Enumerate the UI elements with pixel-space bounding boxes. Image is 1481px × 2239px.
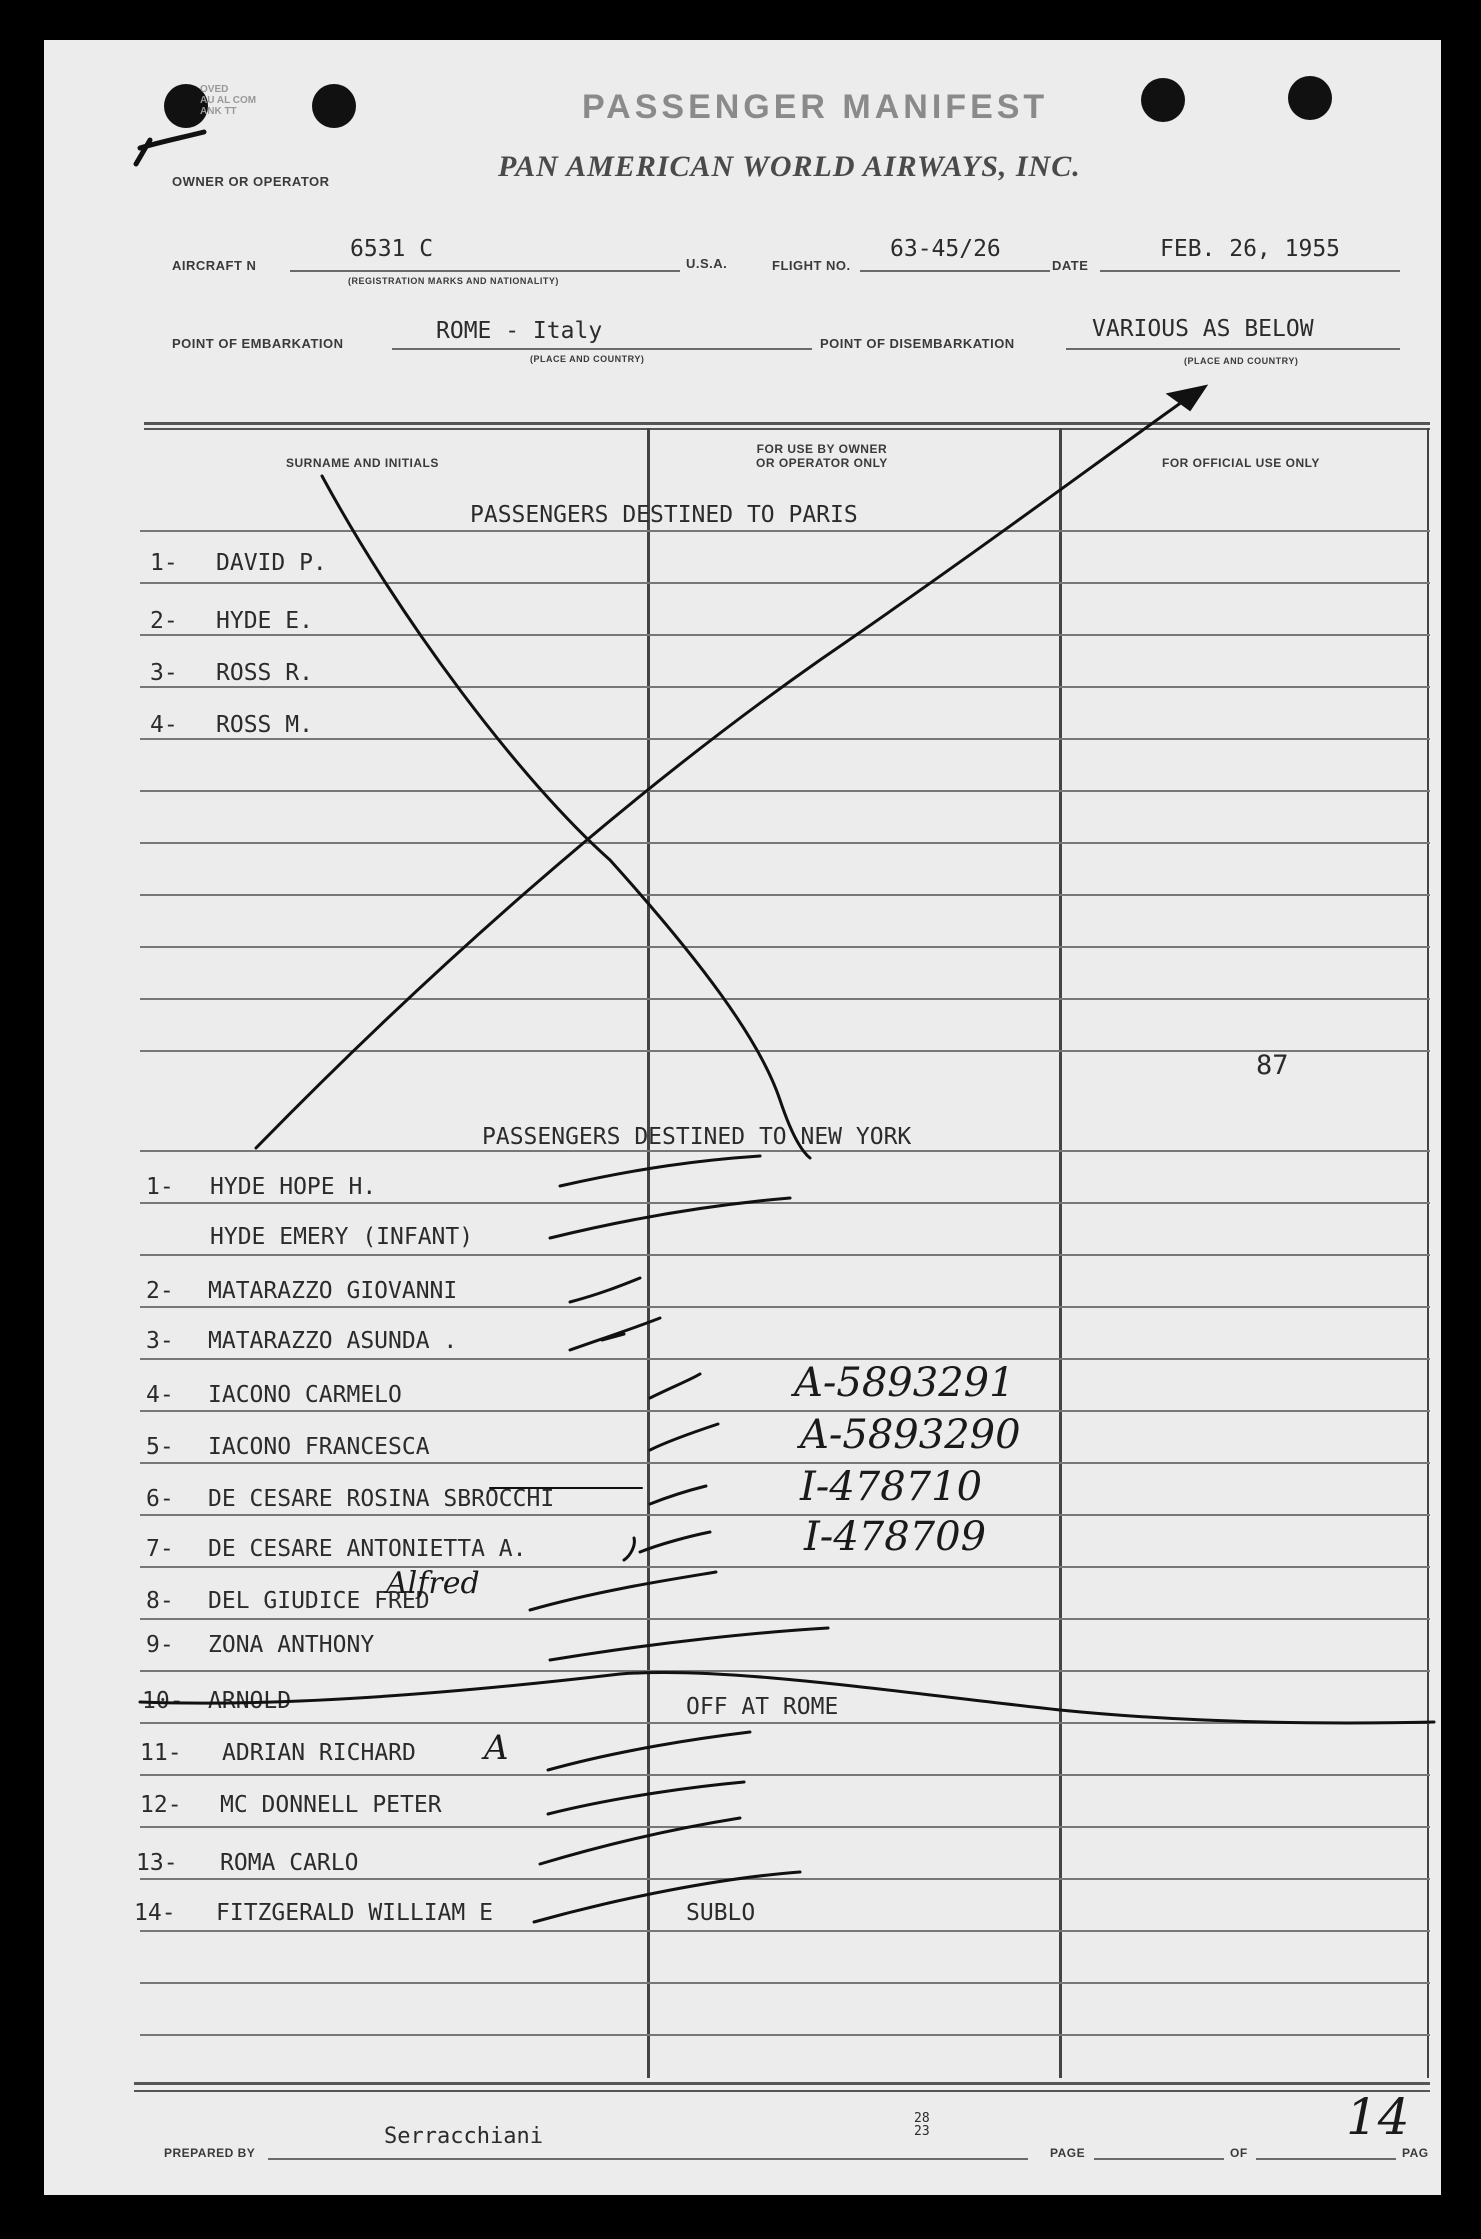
ny-row-num: 5- (146, 1434, 174, 1460)
column-official: FOR OFFICIAL USE ONLY (1162, 456, 1320, 470)
disembarkation-value: VARIOUS AS BELOW (1092, 316, 1314, 342)
ny-row-num: 9- (146, 1632, 174, 1658)
ny-row-name: IACONO FRANCESCA (208, 1434, 430, 1460)
prepared-label: PREPARED BY (164, 2146, 256, 2160)
ny-row-official: I-478710 (800, 1464, 983, 1510)
ny-row-name: HYDE HOPE H. (210, 1174, 377, 1200)
column-owner-use-line: FOR USE BY OWNER (756, 442, 888, 456)
ny-row-name: MATARAZZO ASUNDA . (208, 1328, 458, 1354)
column-owner-use-line: OR OPERATOR ONLY (756, 456, 888, 470)
ny-row-name: MC DONNELL PETER (220, 1792, 442, 1818)
column-surname: SURNAME AND INITIALS (286, 456, 439, 470)
ny-row-num: 7- (146, 1536, 174, 1562)
prepared-value: Serracchiani (384, 2124, 543, 2149)
stamp-line: AU AL COM (200, 95, 257, 106)
ny-row-num: 6- (146, 1486, 174, 1512)
handwritten-a: A (484, 1728, 509, 1768)
usa-label: U.S.A. (686, 256, 728, 271)
ny-row-name: IACONO CARMELO (208, 1382, 402, 1408)
handwritten-alfred: Alfred (386, 1566, 480, 1601)
handwritten-page-number: 14 (1346, 2088, 1410, 2146)
official-number: 87 (1256, 1050, 1289, 1081)
ny-row-name: HYDE EMERY (INFANT) (210, 1224, 474, 1250)
ny-row-name: DE CESARE ROSINA SBROCCHI (208, 1486, 555, 1512)
ny-row-num: 4- (146, 1382, 174, 1408)
paris-row-name: ROSS M. (216, 712, 313, 738)
paris-row-name: HYDE E. (216, 608, 313, 634)
date-value: FEB. 26, 1955 (1160, 236, 1341, 262)
aircraft-value: 6531 C (350, 236, 434, 262)
cross-out-line (322, 476, 810, 1158)
page-suffix: PAG (1402, 2146, 1429, 2160)
of-label: OF (1230, 2146, 1248, 2160)
stamp-scribble (136, 132, 204, 164)
place-caption: (PLACE AND COUNTRY) (530, 354, 645, 364)
mid-note-line: 23 (914, 2124, 930, 2139)
airline-name: PAN AMERICAN WORLD AIRWAYS, INC. (498, 150, 1081, 183)
paris-row-num: 1- (150, 550, 178, 576)
ny-row-num: 8- (146, 1588, 174, 1614)
ny-row-num: 14- (134, 1900, 176, 1926)
ny-row-official: I-478709 (804, 1514, 987, 1560)
ny-row-num: 13- (136, 1850, 178, 1876)
flight-value: 63-45/26 (890, 236, 1001, 262)
disembarkation-label: POINT OF DISEMBARKATION (820, 336, 1015, 351)
owner-label: OWNER OR OPERATOR (172, 174, 330, 189)
ny-row-name: ROMA CARLO (220, 1850, 359, 1876)
ny-row-num: 2- (146, 1278, 174, 1304)
ny-row-num: 12- (140, 1792, 182, 1818)
cross-out-arrow-line (256, 392, 1196, 1148)
ny-row-num: 10- (142, 1688, 184, 1714)
paris-row-num: 2- (150, 608, 178, 634)
ny-row-name: ZONA ANTHONY (208, 1632, 375, 1658)
ny-row-name: DE CESARE ANTONIETTA A. (208, 1536, 527, 1562)
stamp-line: OVED (200, 84, 229, 95)
place-caption: (PLACE AND COUNTRY) (1184, 356, 1299, 366)
ny-row-name: ARNOLD (208, 1688, 292, 1714)
newyork-heading: PASSENGERS DESTINED TO NEW YORK (482, 1124, 912, 1150)
registration-caption: (REGISTRATION MARKS AND NATIONALITY) (348, 276, 559, 286)
ny-row-name: MATARAZZO GIOVANNI (208, 1278, 458, 1304)
ny-row-num: 1- (146, 1174, 174, 1200)
ny-row-num: 11- (140, 1740, 182, 1766)
strike-line (140, 1672, 1434, 1723)
ny-row-num: 3- (146, 1328, 174, 1354)
paris-heading: PASSENGERS DESTINED TO PARIS (470, 502, 858, 528)
paris-row-name: DAVID P. (216, 550, 327, 576)
ny-row-name: ADRIAN RICHARD (222, 1740, 416, 1766)
ny-row-name: FITZGERALD WILLIAM E (216, 1900, 493, 1926)
aircraft-label: AIRCRAFT N (172, 258, 257, 273)
paris-row-name: ROSS R. (216, 660, 313, 686)
ny-row-owner: OFF AT ROME (686, 1694, 839, 1720)
embarkation-value: ROME - Italy (436, 318, 603, 344)
ny-row-owner: SUBLO (686, 1900, 756, 1926)
ny-row-official: A-5893291 (794, 1360, 1015, 1406)
paris-row-num: 4- (150, 712, 178, 738)
embarkation-label: POINT OF EMBARKATION (172, 336, 344, 351)
page-label: PAGE (1050, 2146, 1086, 2160)
ny-row-official: A-5893290 (800, 1412, 1021, 1458)
mid-note-line: 28 (914, 2111, 930, 2126)
stamp-line: ANK TT (200, 106, 237, 117)
paris-row-num: 3- (150, 660, 178, 686)
ny-row-name: DEL GIUDICE FRED (208, 1588, 430, 1614)
form-title: PASSENGER MANIFEST (582, 88, 1049, 126)
flight-label: FLIGHT NO. (772, 258, 851, 273)
date-label: DATE (1052, 258, 1089, 273)
